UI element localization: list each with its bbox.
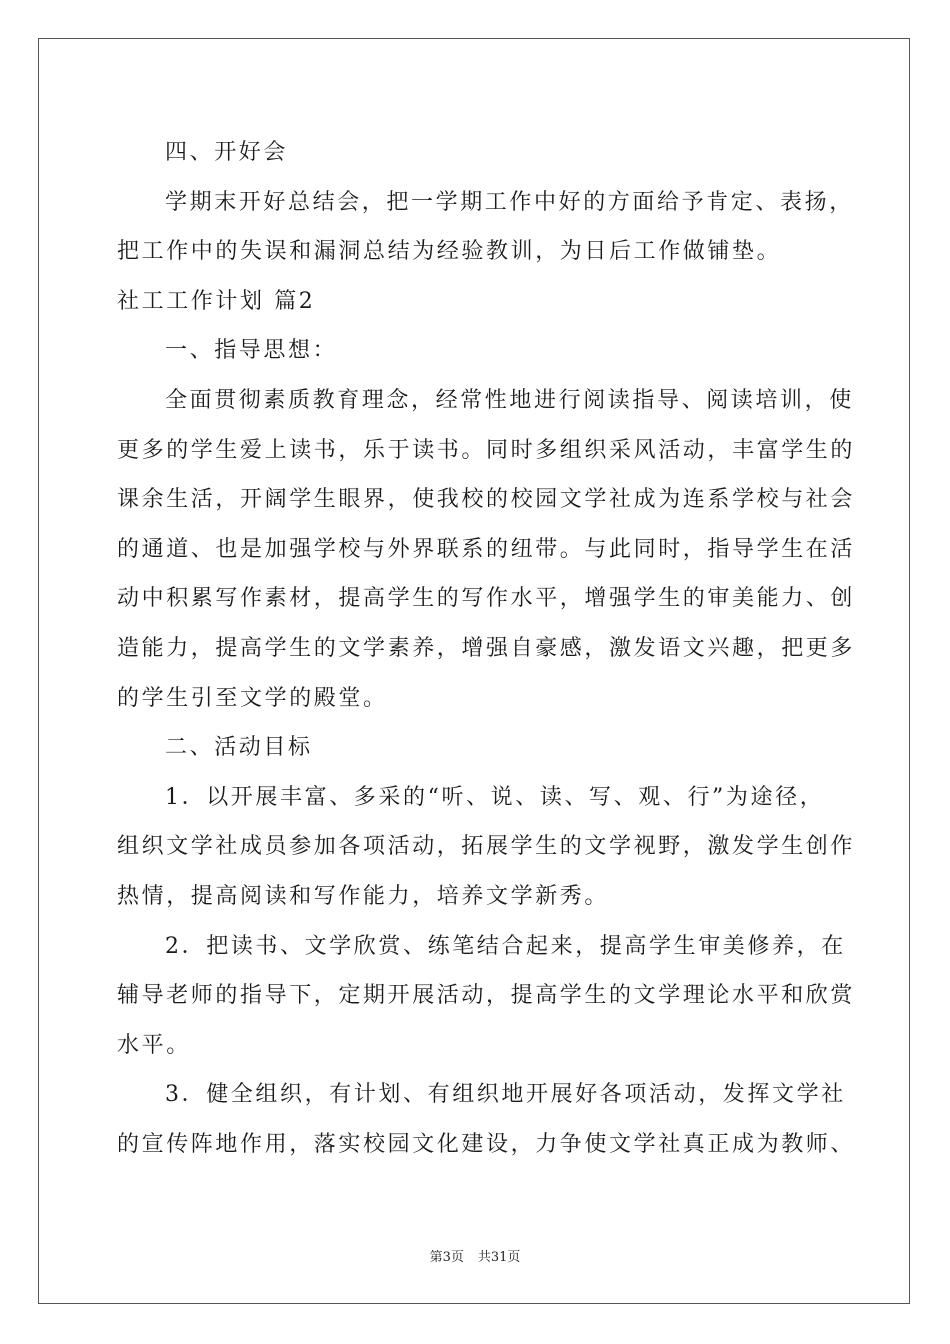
section-heading: 四、开好会 [165, 140, 289, 165]
paragraph-line: 把工作中的失误和漏洞总结为经验教训，为日后工作做铺垫。 [117, 239, 782, 265]
paragraph-line: 1．以开展丰富、多采的“听、说、读、写、观、行”为途径， [165, 784, 825, 810]
paragraph-line: 2．把读书、文学欣赏、练笔结合起来，提高学生审美修养，在 [165, 933, 846, 959]
paragraph-line: 3．健全组织，有计划、有组织地开展好各项活动，发挥文学社 [165, 1082, 846, 1108]
paragraph-line: 的通道、也是加强学校与外界联系的纽带。与此同时，指导学生在活 [117, 536, 856, 562]
paragraph-line: 更多的学生爱上读书，乐于读书。同时多组织采风活动，丰富学生的 [117, 437, 856, 463]
paragraph-line: 热情，提高阅读和写作能力，培养文学新秀。 [117, 883, 610, 909]
paragraph-line: 全面贯彻素质教育理念，经常性地进行阅读指导、阅读培训，使 [165, 387, 854, 413]
section-heading: 一、指导思想： [165, 338, 338, 364]
section-heading: 二、活动目标 [165, 735, 313, 761]
paragraph-line: 辅导老师的指导下，定期开展活动，提高学生的文学理论水平和欣赏 [117, 983, 856, 1009]
paragraph-line: 动中积累写作素材，提高学生的写作水平，增强学生的审美能力、创 [117, 586, 856, 612]
page-total: 共31页 [477, 1250, 521, 1265]
paragraph-line: 的宣传阵地作用，落实校园文化建设，力争使文学社真正成为教师、 [117, 1131, 856, 1157]
page-number: 第3页 [429, 1250, 464, 1265]
paragraph-line: 水平。 [117, 1032, 191, 1058]
paragraph-line: 组织文学社成员参加各项活动，拓展学生的文学视野，激发学生创作 [117, 834, 856, 860]
page-footer [0, 1246, 950, 1265]
document-body [117, 128, 856, 1169]
article-title: 社工工作计划 篇2 [117, 288, 316, 314]
paragraph-line: 的学生引至文学的殿堂。 [117, 685, 388, 711]
paragraph-line: 课余生活，开阔学生眼界，使我校的校园文学社成为连系学校与社会 [117, 487, 856, 513]
paragraph-line: 学期末开好总结会，把一学期工作中好的方面给予肯定、表扬， [165, 189, 854, 215]
paragraph-line: 造能力，提高学生的文学素养，增强自豪感，激发语文兴趣，把更多 [117, 635, 856, 661]
